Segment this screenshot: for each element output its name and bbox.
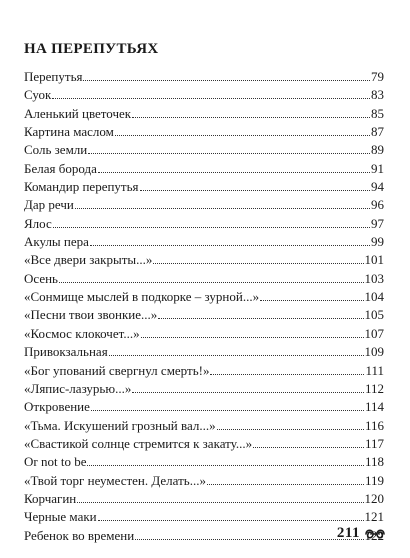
toc-entry xyxy=(24,288,384,306)
toc-entry-page: 79 xyxy=(371,69,384,84)
toc-entry-page: 97 xyxy=(371,215,384,231)
dot-leader xyxy=(132,117,370,118)
dot-leader xyxy=(83,80,370,81)
toc-entry xyxy=(24,472,384,490)
toc-entry-title: Откровение xyxy=(24,399,90,415)
toc-entry-title: Осень xyxy=(24,270,58,286)
dot-leader xyxy=(90,245,370,246)
dot-leader xyxy=(140,190,370,191)
toc-entry xyxy=(24,251,384,269)
toc-entry-page: 109 xyxy=(364,344,384,360)
table-of-contents xyxy=(24,68,384,545)
toc-entry-page: 117 xyxy=(364,435,384,451)
toc-entry-page: 107 xyxy=(364,325,384,341)
toc-entry-title: Перепутья xyxy=(24,69,83,84)
dot-leader xyxy=(77,502,363,503)
dot-leader xyxy=(217,429,364,430)
toc-entry-page: 121 xyxy=(364,509,384,525)
toc-entry-page: 114 xyxy=(364,399,384,415)
dot-leader xyxy=(98,172,370,173)
dot-leader xyxy=(91,410,364,411)
toc-entry xyxy=(24,215,384,233)
toc-entry-page: 87 xyxy=(371,124,384,140)
dot-leader xyxy=(53,227,370,228)
toc-entry-page: 118 xyxy=(364,454,384,470)
toc-entry-title: Картина маслом xyxy=(24,124,114,140)
toc-entry xyxy=(24,380,384,398)
toc-entry-page: 101 xyxy=(364,252,384,268)
toc-entry-title: Соль земли xyxy=(24,142,88,158)
toc-entry-page: 91 xyxy=(371,160,384,176)
toc-entry-title: «Свастикой солнце стремится к закату...» xyxy=(24,435,253,451)
toc-entry-page: 105 xyxy=(364,307,384,323)
dot-leader xyxy=(141,337,364,338)
toc-entry-page: 116 xyxy=(364,417,384,433)
toc-entry-title: «Тьма. Искушений грозный вал...» xyxy=(24,417,216,433)
toc-entry-title: Черные маки xyxy=(24,509,97,525)
toc-entry xyxy=(24,435,384,453)
toc-entry-page: 96 xyxy=(371,197,384,213)
toc-entry-title: «Космос клокочет...» xyxy=(24,325,140,341)
dot-leader xyxy=(210,374,364,375)
dot-leader xyxy=(109,355,364,356)
toc-entry-title: Ребенок во времени xyxy=(24,527,135,543)
toc-entry xyxy=(24,105,384,123)
dot-leader xyxy=(88,153,370,154)
dot-leader xyxy=(52,98,370,99)
toc-entry-page: 99 xyxy=(371,234,384,250)
swirl-ornament-icon xyxy=(364,527,386,541)
dot-leader xyxy=(132,392,364,393)
toc-entry-page: 111 xyxy=(365,362,384,378)
toc-entry xyxy=(24,453,384,471)
page-footer xyxy=(337,525,386,542)
toc-entry-title: Or not to be xyxy=(24,454,87,470)
dot-leader xyxy=(135,539,363,540)
toc-entry-page: 83 xyxy=(371,87,384,103)
toc-entry-title: «Ляпис-лазурью...» xyxy=(24,380,132,396)
toc-entry-page: 94 xyxy=(371,179,384,195)
toc-entry-page: 103 xyxy=(364,270,384,286)
toc-entry-title: Акулы пера xyxy=(24,234,89,250)
section-title: НА ПЕРЕПУТЬЯХ xyxy=(24,41,159,57)
toc-entry xyxy=(24,141,384,159)
toc-entry-title: Привокзальная xyxy=(24,344,108,360)
toc-entry xyxy=(24,178,384,196)
toc-entry-page: 89 xyxy=(371,142,384,158)
toc-entry-title: «Сонмище мыслей в подкорке – зурной...» xyxy=(24,289,260,305)
dot-leader xyxy=(253,447,364,448)
dot-leader xyxy=(75,208,370,209)
toc-entry xyxy=(24,160,384,178)
toc-entry xyxy=(24,196,384,214)
dot-leader xyxy=(98,520,364,521)
toc-entry-title: Дар речи xyxy=(24,197,74,213)
toc-entry-title: Ялос xyxy=(24,215,52,231)
toc-entry xyxy=(24,233,384,251)
toc-entry-page: 122 xyxy=(364,527,384,543)
toc-entry xyxy=(24,325,384,343)
toc-entry xyxy=(24,343,384,361)
dot-leader xyxy=(115,135,370,136)
toc-entry-page: 120 xyxy=(364,490,384,506)
dot-leader xyxy=(207,484,364,485)
toc-entry-page: 112 xyxy=(364,380,384,396)
toc-entry xyxy=(24,68,384,86)
toc-entry-page: 119 xyxy=(364,472,384,488)
toc-entry xyxy=(24,270,384,288)
toc-entry xyxy=(24,123,384,141)
toc-entry-title: «Все двери закрыты...» xyxy=(24,252,153,268)
page-number: 211 xyxy=(336,525,360,541)
toc-entry-title: Корчагин xyxy=(24,490,77,506)
toc-entry-title: Командир перепутья xyxy=(24,179,139,195)
toc-entry xyxy=(24,398,384,416)
toc-entry-page: 104 xyxy=(364,289,384,305)
toc-entry xyxy=(24,362,384,380)
toc-entry-title: «Бог упований свергнул смерть!» xyxy=(24,362,210,378)
dot-leader xyxy=(260,300,363,301)
toc-entry-page: 85 xyxy=(371,105,384,121)
toc-entry-title: Белая борода xyxy=(24,160,97,176)
toc-entry xyxy=(24,417,384,435)
toc-entry-title: Суок xyxy=(24,87,52,103)
dot-leader xyxy=(158,318,363,319)
toc-entry xyxy=(24,86,384,104)
dot-leader xyxy=(87,465,364,466)
toc-entry-title: Аленький цветочек xyxy=(24,105,132,121)
toc-entry xyxy=(24,490,384,508)
toc-entry-title: «Песни твои звонкие...» xyxy=(24,307,158,323)
toc-entry xyxy=(24,508,384,526)
toc-entry-title: «Твой торг неуместен. Делать...» xyxy=(24,472,206,488)
toc-entry xyxy=(24,527,384,545)
dot-leader xyxy=(153,263,363,264)
toc-entry xyxy=(24,306,384,324)
dot-leader xyxy=(59,282,364,283)
